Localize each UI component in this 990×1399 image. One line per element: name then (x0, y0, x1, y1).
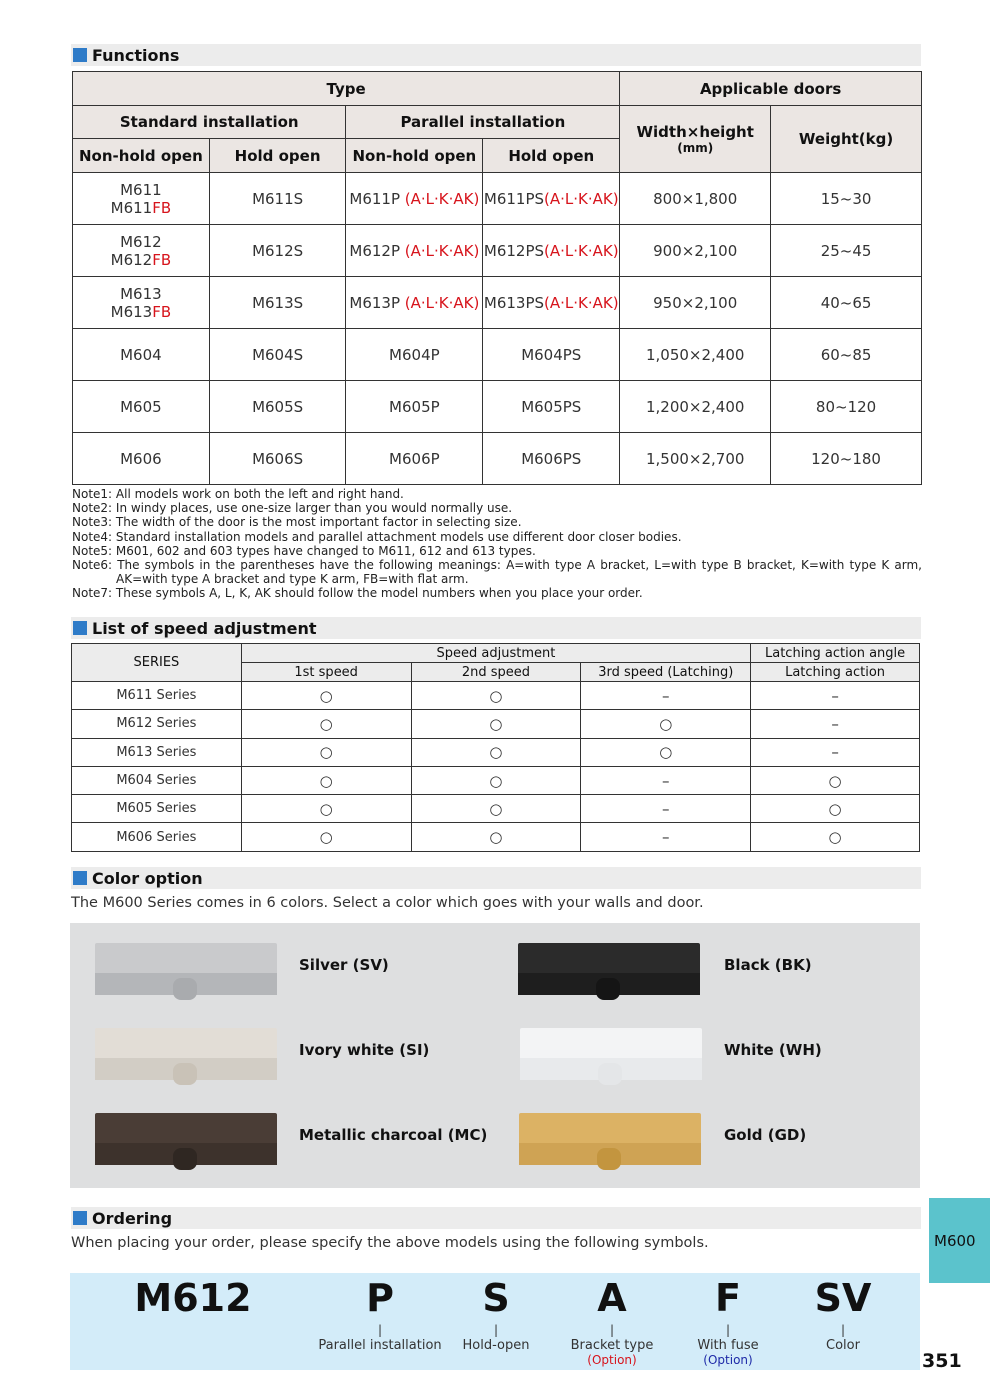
par-hold-cell: M611PS(A·L·K·AK) (483, 173, 620, 225)
connector-tick: | (493, 1323, 499, 1337)
first-speed-cell: ○ (241, 682, 411, 710)
series-cell: M604 Series (72, 766, 242, 794)
header-first-speed: 1st speed (241, 663, 411, 682)
order-bracket (557, 1273, 667, 1368)
header-width-height (620, 106, 771, 173)
order-model (123, 1273, 263, 1323)
size-cell: 1,200×2,400 (620, 381, 771, 433)
par-non-hold-cell: M613P (A·L·K·AK) (346, 277, 483, 329)
std-non-hold-cell: M613 M613FB (73, 277, 210, 329)
latching-cell: – (751, 682, 920, 710)
third-speed-cell: – (581, 682, 751, 710)
header-std-hold: Hold open (209, 139, 346, 173)
series-cell: M611 Series (72, 682, 242, 710)
order-code-box (70, 1273, 920, 1370)
section-square-icon (73, 871, 87, 885)
color-label-gold: Gold (GD) (724, 1126, 807, 1144)
connector-tick: | (377, 1323, 383, 1337)
par-non-hold-cell: M604P (346, 329, 483, 381)
note-5: Note5: M601, 602 and 603 types have changed to M611, 612 and 613 types. (72, 543, 536, 558)
functions-table (72, 71, 922, 485)
header-par-hold: Hold open (483, 139, 620, 173)
order-symbol: S (482, 1276, 510, 1320)
latching-cell: – (751, 738, 920, 766)
order-label: Parallel installation (318, 1338, 442, 1353)
order-option-note: (Option) (587, 1353, 637, 1367)
color-title: Color option (92, 868, 203, 888)
closer-valve-knob (596, 978, 620, 1000)
connector-tick: | (609, 1323, 615, 1337)
table-row (73, 381, 922, 433)
order-label: With fuse (697, 1338, 759, 1353)
header-std-non-hold: Non-hold open (73, 139, 210, 173)
latching-cell: ○ (751, 823, 920, 851)
size-cell: 950×2,100 (620, 277, 771, 329)
order-option-note: (Option) (703, 1353, 753, 1367)
note-7: Note7: These symbols A, L, K, AK should follow the model numbers when you place your order. (72, 586, 643, 601)
table-row (72, 766, 920, 794)
section-square-icon (73, 621, 87, 635)
latching-cell: ○ (751, 795, 920, 823)
second-speed-cell: ○ (411, 766, 581, 794)
size-cell: 1,500×2,700 (620, 433, 771, 485)
table-row (73, 225, 922, 277)
order-parallel (315, 1273, 445, 1353)
connector-tick: | (840, 1323, 846, 1337)
order-symbol: F (715, 1276, 741, 1320)
series-cell: M613 Series (72, 738, 242, 766)
door-closer-gold-image (519, 1113, 701, 1169)
first-speed-cell: ○ (241, 766, 411, 794)
speed-table (71, 643, 920, 852)
note-1: Note1: All models work on both the left and right hand. (72, 487, 404, 501)
par-hold-cell: M612PS(A·L·K·AK) (483, 225, 620, 277)
header-weight: Weight(kg) (771, 106, 922, 173)
table-row (73, 433, 922, 485)
weight-cell: 80~120 (771, 381, 922, 433)
series-side-tab[interactable]: M600 (929, 1198, 990, 1283)
speed-title: List of speed adjustment (92, 618, 317, 638)
header-third-speed: 3rd speed (Latching) (581, 663, 751, 682)
second-speed-cell: ○ (411, 682, 581, 710)
closer-valve-knob (598, 1063, 622, 1085)
order-symbol: M612 (134, 1276, 252, 1320)
third-speed-cell: – (581, 795, 751, 823)
door-closer-ivory-image (95, 1028, 277, 1084)
first-speed-cell: ○ (241, 738, 411, 766)
functions-section-header (71, 44, 921, 66)
order-symbol: P (366, 1276, 394, 1320)
first-speed-cell: ○ (241, 795, 411, 823)
note-4: Note4: Standard installation models and parallel attachment models use different door closer bodies. (72, 529, 682, 544)
third-speed-cell: ○ (581, 738, 751, 766)
width-height-unit: (mm) (677, 141, 714, 155)
table-row (72, 710, 920, 738)
order-color (793, 1273, 893, 1353)
closer-valve-knob (173, 978, 197, 1000)
std-non-hold-cell: M605 (73, 381, 210, 433)
std-non-hold-cell: M612 M612FB (73, 225, 210, 277)
series-cell: M606 Series (72, 823, 242, 851)
note-2: Note2: In windy places, use one-size larger than you would normally use. (72, 501, 513, 516)
par-non-hold-cell: M606P (346, 433, 483, 485)
header-series: SERIES (72, 644, 242, 682)
note-6-continued: AK=with type A bracket and type K arm, FB=with flat arm. (116, 572, 469, 587)
table-row (72, 738, 920, 766)
table-row (72, 795, 920, 823)
std-hold-cell: M611S (209, 173, 346, 225)
header-second-speed: 2nd speed (411, 663, 581, 682)
first-speed-cell: ○ (241, 823, 411, 851)
table-row (73, 329, 922, 381)
color-label-charcoal: Metallic charcoal (MC) (299, 1126, 488, 1144)
color-label-white: White (WH) (724, 1041, 822, 1059)
std-non-hold-cell: M604 (73, 329, 210, 381)
second-speed-cell: ○ (411, 710, 581, 738)
size-cell: 900×2,100 (620, 225, 771, 277)
note-3: Note3: The width of the door is the most important factor in selecting size. (72, 515, 522, 530)
std-hold-cell: M612S (209, 225, 346, 277)
std-hold-cell: M604S (209, 329, 346, 381)
ordering-title: Ordering (92, 1208, 173, 1228)
table-row (73, 173, 922, 225)
latching-cell: ○ (751, 766, 920, 794)
section-square-icon (73, 1211, 87, 1225)
door-closer-white-image (520, 1028, 702, 1084)
closer-valve-knob (173, 1063, 197, 1085)
table-row (72, 823, 920, 851)
functions-notes (72, 487, 922, 601)
order-label: Color (826, 1338, 860, 1353)
header-applicable-doors: Applicable doors (620, 72, 922, 106)
weight-cell: 120~180 (771, 433, 922, 485)
header-latching-angle: Latching action angle (751, 644, 920, 663)
functions-title: Functions (92, 45, 180, 65)
par-hold-cell: M604PS (483, 329, 620, 381)
color-label-black: Black (BK) (724, 956, 812, 974)
order-hold-open (446, 1273, 546, 1353)
header-parallel-installation: Parallel installation (346, 106, 620, 139)
second-speed-cell: ○ (411, 795, 581, 823)
section-square-icon (73, 48, 87, 62)
color-label-silver: Silver (SV) (299, 956, 389, 974)
door-closer-silver-image (95, 943, 277, 999)
ordering-section-header (71, 1207, 921, 1229)
series-cell: M612 Series (72, 710, 242, 738)
header-standard-installation: Standard installation (73, 106, 346, 139)
weight-cell: 25~45 (771, 225, 922, 277)
closer-valve-knob (597, 1148, 621, 1170)
std-non-hold-cell: M606 (73, 433, 210, 485)
door-closer-charcoal-image (95, 1113, 277, 1169)
par-non-hold-cell: M612P (A·L·K·AK) (346, 225, 483, 277)
latching-cell: – (751, 710, 920, 738)
second-speed-cell: ○ (411, 823, 581, 851)
page-number: 351 (922, 1350, 962, 1372)
par-hold-cell: M605PS (483, 381, 620, 433)
speed-section-header (71, 617, 921, 639)
ordering-description: When placing your order, please specify the above models using the following symbols. (71, 1235, 709, 1251)
color-section-header (71, 867, 921, 889)
order-symbol: A (597, 1276, 627, 1320)
weight-cell: 15~30 (771, 173, 922, 225)
header-speed-adjustment: Speed adjustment (241, 644, 750, 663)
third-speed-cell: – (581, 766, 751, 794)
second-speed-cell: ○ (411, 738, 581, 766)
width-height-label: Width×height (636, 123, 754, 141)
size-cell: 800×1,800 (620, 173, 771, 225)
order-label: Bracket type (570, 1338, 654, 1353)
std-hold-cell: M613S (209, 277, 346, 329)
weight-cell: 60~85 (771, 329, 922, 381)
closer-valve-knob (173, 1148, 197, 1170)
table-row (73, 277, 922, 329)
par-non-hold-cell: M605P (346, 381, 483, 433)
third-speed-cell: – (581, 823, 751, 851)
std-hold-cell: M606S (209, 433, 346, 485)
par-hold-cell: M613PS(A·L·K·AK) (483, 277, 620, 329)
color-panel (70, 923, 920, 1188)
size-cell: 1,050×2,400 (620, 329, 771, 381)
std-non-hold-cell: M611 M611FB (73, 173, 210, 225)
series-cell: M605 Series (72, 795, 242, 823)
par-non-hold-cell: M611P (A·L·K·AK) (346, 173, 483, 225)
connector-tick: | (725, 1323, 731, 1337)
header-par-non-hold: Non-hold open (346, 139, 483, 173)
order-symbol: SV (814, 1276, 872, 1320)
weight-cell: 40~65 (771, 277, 922, 329)
color-label-ivory: Ivory white (SI) (299, 1041, 430, 1059)
table-row (72, 682, 920, 710)
header-latching-action: Latching action (751, 663, 920, 682)
third-speed-cell: ○ (581, 710, 751, 738)
header-type: Type (73, 72, 620, 106)
color-description: The M600 Series comes in 6 colors. Select a color which goes with your walls and door. (71, 895, 704, 911)
note-6: Note6: The symbols in the parentheses have the following meanings: A=with type A bracket, L=with type B bracket, K=with type K arm, (72, 558, 922, 573)
par-hold-cell: M606PS (483, 433, 620, 485)
std-hold-cell: M605S (209, 381, 346, 433)
first-speed-cell: ○ (241, 710, 411, 738)
order-label: Hold-open (462, 1338, 530, 1353)
door-closer-black-image (518, 943, 700, 999)
order-fuse (678, 1273, 778, 1368)
